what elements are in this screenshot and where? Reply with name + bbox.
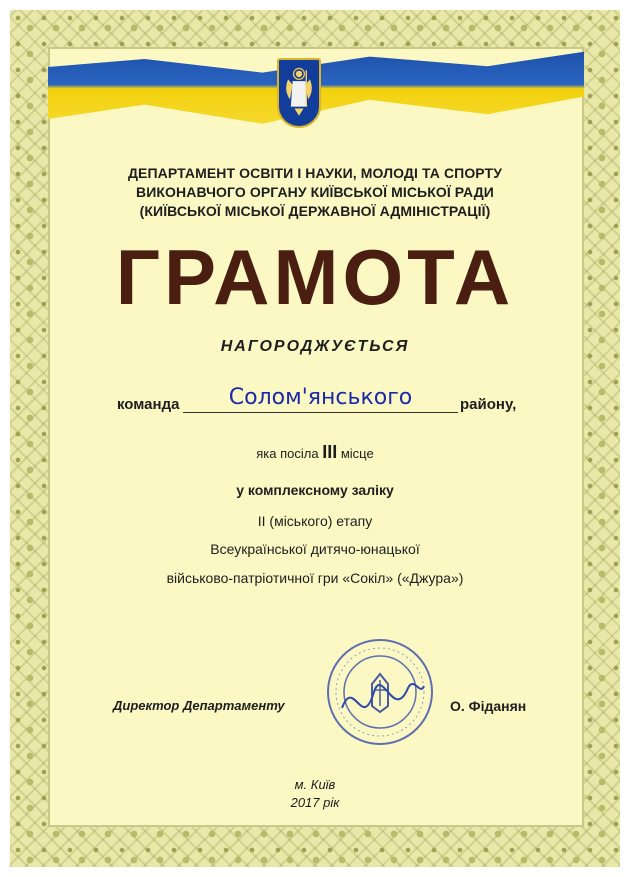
issue-city: м. Київ: [294, 777, 336, 792]
org-line-1: ДЕПАРТАМЕНТ ОСВІТИ І НАУКИ, МОЛОДІ ТА СПОРТУ: [127, 165, 503, 181]
issue-year: 2017 рік: [290, 795, 340, 810]
place-prefix: яка посіла: [256, 446, 319, 461]
awarded-text: НАГОРОДЖУЄТЬСЯ: [220, 338, 410, 355]
certificate-title: ГРАМОТА: [115, 233, 515, 321]
body-line-1: у комплексному заліку: [236, 482, 394, 498]
team-label: команда: [117, 396, 180, 413]
body-line-4: військово-патріотичної гри «Сокіл» («Джура»): [166, 570, 464, 586]
director-title: Директор Департаменту: [113, 698, 285, 713]
place-suffix: місце: [340, 446, 374, 461]
body-line-2: II (міського) етапу: [257, 513, 373, 529]
place-number: III: [322, 442, 338, 462]
official-seal-icon: [324, 636, 436, 748]
org-line-3: (КИЇВСЬКОЇ МІСЬКОЇ ДЕРЖАВНОЇ АДМІНІСТРАЦІЇ): [139, 203, 491, 219]
place-line: [0, 442, 630, 463]
body-line-3: Всеукраїнської дитячо-юнацької: [210, 541, 420, 557]
org-line-2: ВИКОНАВЧОГО ОРГАНУ КИЇВСЬКОЇ МІСЬКОЇ РАДИ: [136, 184, 494, 200]
issue-place-year: [0, 776, 630, 812]
kyiv-emblem-icon: [277, 58, 321, 128]
team-name-handwritten: Солом'янського: [183, 384, 458, 413]
signatory-name: О. Фіданян: [450, 698, 527, 714]
district-label: району,: [460, 396, 517, 413]
team-line: [0, 384, 630, 418]
